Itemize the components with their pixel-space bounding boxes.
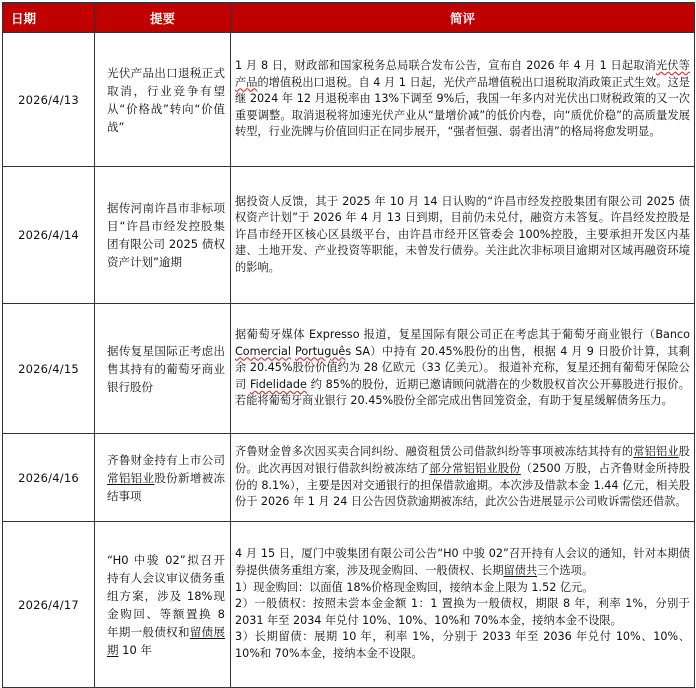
comment-text: 的增值税出口退税。自 4 月 1 日起，光伏产品增值税出口退税取消政策正式生效。这是继 2024 年 12 月退税率由 13%下调至 9%后，我国一年多内对光伏出口财税政策的又一次重要调整。取消退税将加速光伏产业从“量增价减”的低价内卷，向“质优价稳”的高质量发展转型，行业洗牌与价值回归正在同步展开，“强者恒强、弱者出清”的格局将愈发明显。 bbox=[235, 75, 690, 139]
row-comment: 据投资人反馈，其于 2025 年 10 月 14 日认购的“许昌市经发控股集团有限公司 2025 债权资产计划”于 2026 年 4 月 13 日到期，目前仍未兑付，融资方未答复。许昌经发控股是许昌市经开区核心区县级平台，由许昌市经开区管委会 100%控股，主要承担开发区内基建、土地开发、产业投资等职能，未曾发行债券。关注此次非标项目逾期对区域再融资环境的影响。 bbox=[231, 167, 695, 304]
summary-text: “H0 中骏 02”拟召开持有人会议审议债务重组方案，涉及 18%现金购回、等额置换 8 年期一般债权和 bbox=[107, 552, 225, 639]
comment-highlight: 部分常铝铝业股份 bbox=[429, 461, 521, 475]
summary-highlight: 常铝铝业 bbox=[107, 470, 155, 485]
row-summary bbox=[95, 522, 231, 688]
comment-option-1: 1）现金购回：以面值 18%价格现金购回，接纳本金上限为 1.52 亿元。 bbox=[235, 580, 594, 594]
header-comment: 简评 bbox=[231, 3, 695, 33]
row-comment bbox=[231, 434, 695, 522]
comment-option-3: 3）长期留债：展期 10 年，利率 1%，分别于 2033 年至 2036 年兑付 10%、10%、10%和 70%本金，接纳本金不设限。 bbox=[235, 630, 690, 660]
row-summary: 光伏产品出口退税正式取消，行业竞争有望从“价格战”转向“价值战” bbox=[95, 33, 231, 167]
comment-text: 1 月 8 日，财政部和国家税务总局联合发布公告，宣布自 2026 年 4 月 1 日起取消 bbox=[235, 59, 657, 73]
comment-text: 约 85%的股份，近期已邀请顾问就潜在的少数股权首次公开募股进行报价。若能将葡萄牙商业银行 20.45%股份全部完成出售回笼资金，有助于复星缓解债务压力。 bbox=[235, 377, 690, 408]
news-table bbox=[2, 2, 695, 688]
comment-text: 据葡萄牙媒体 Expresso 报道，复星国际有限公司正在考虑其于葡萄牙商业银行（Banco bbox=[235, 328, 690, 342]
comment-text: 股份。此次再因对银行借款纠纷被冻结了 bbox=[235, 445, 690, 475]
comment-option-2: 2）一般债权：按照未尝本金金额 1：1 置换为一般债权，期限 8 年，利率 1%，分别于 2031 年至 2034 年兑付 10%、10%、10%和 70%本金，接纳本金不设限。 bbox=[235, 597, 690, 627]
row-comment bbox=[231, 33, 695, 167]
summary-text: 10 年 bbox=[118, 642, 152, 657]
summary-text: 股份新增被冻结事项 bbox=[107, 470, 226, 503]
row-summary: 据传复星国际正考虑出售其持有的葡萄牙商业银行股份 bbox=[95, 304, 231, 434]
row-date: 2026/4/14 bbox=[3, 167, 95, 304]
comment-paragraph bbox=[235, 546, 690, 579]
comment-highlight: 留债共 bbox=[503, 564, 538, 578]
comment-text: 齐鲁财金曾多次因买卖合同纠纷、融资租赁公司借款纠纷等事项被冻结其持有的 bbox=[235, 445, 634, 459]
table-row bbox=[3, 304, 695, 434]
table-row bbox=[3, 33, 695, 167]
row-comment bbox=[231, 304, 695, 434]
row-date: 2026/4/13 bbox=[3, 33, 95, 167]
row-date: 2026/4/15 bbox=[3, 304, 95, 434]
summary-text: 齐鲁财金持有上市公司 bbox=[107, 452, 225, 467]
summary-highlight: 留债展期 bbox=[107, 624, 226, 657]
row-date: 2026/4/16 bbox=[3, 434, 95, 522]
row-summary: 据传河南许昌市非标项目“许昌市经发控股集团有限公司 2025 债权资产计划”逾期 bbox=[95, 167, 231, 304]
header-date: 日期 bbox=[3, 3, 95, 33]
comment-highlight: 常铝铝业 bbox=[633, 445, 679, 459]
row-comment bbox=[231, 522, 695, 688]
row-summary bbox=[95, 434, 231, 522]
comment-text: 三个选项。 bbox=[537, 564, 594, 578]
comment-text: 4 月 15 日，厦门中骏集团有限公司公告“H0 中骏 02”召开持有人会议的通知，针对本期债券提供债务重组方案，涉及现金购回、一般债权、长期 bbox=[235, 547, 690, 578]
row-date: 2026/4/17 bbox=[3, 522, 95, 688]
table-row bbox=[3, 167, 695, 304]
comment-text: s SA）中持有 20.45%股份的出售，根据 4 月 9 日股价计算，其剩余 20.45%股份价值约为 28 亿欧元（33 亿美元）。 报道补充称，复星还拥有葡萄牙保险公司 bbox=[235, 344, 690, 391]
header-summary: 提要 bbox=[95, 3, 231, 33]
table-row bbox=[3, 522, 695, 688]
table-row bbox=[3, 434, 695, 522]
comment-highlight: 光伏等产品 bbox=[235, 59, 690, 89]
comment-highlight: Portuguê bbox=[294, 344, 346, 358]
comment-highlight: Fidelidade bbox=[250, 377, 307, 391]
table-header-row bbox=[3, 3, 695, 33]
comment-highlight: Comercial bbox=[235, 344, 292, 358]
comment-text: （2500 万股，占齐鲁财金所持股份的 8.1%），主要是因对交通银行的担保借款逾期。本次涉及借款本金 1.44 亿元，相关股份于 2026 年 1 月 24 日公告因贷款逾期被冻结，此次公告进展显示公司败诉需偿还借款。 bbox=[235, 461, 690, 509]
